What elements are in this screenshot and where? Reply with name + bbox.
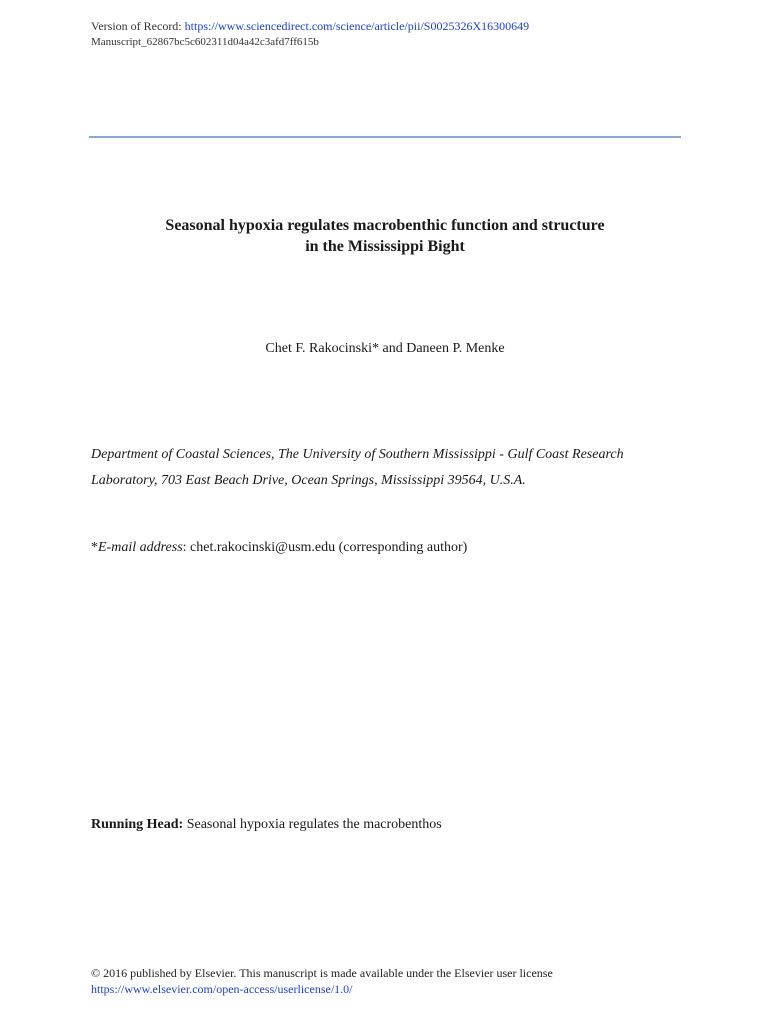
paper-title-line-1: Seasonal hypoxia regulates macrobenthic function and structure (165, 217, 605, 234)
affiliation-line-2: Laboratory, 703 East Beach Drive, Ocean Springs, Mississippi 39564, U.S.A. (91, 473, 526, 488)
email-prefix: * (91, 540, 98, 555)
manuscript-id: Manuscript_62867bc5c602311d04a42c3afd7ff615b (91, 36, 319, 48)
authors: Chet F. Rakocinski* and Daneen P. Menke (265, 341, 505, 356)
license-link[interactable]: https://www.elsevier.com/open-access/userlicense/1.0/ (91, 982, 353, 996)
corresponding-email (91, 539, 681, 557)
version-of-record-label: Version of Record: (91, 19, 185, 33)
header-divider (89, 136, 681, 138)
affiliation (91, 442, 681, 494)
affiliation-line-1: Department of Coastal Sciences, The University of Southern Mississippi - Gulf Coast Research (91, 447, 624, 462)
running-head-label: Running Head: (91, 817, 184, 832)
email-value: : chet.rakocinski@usm.edu (corresponding author) (182, 540, 468, 555)
running-head-value: Seasonal hypoxia regulates the macrobenthos (183, 817, 442, 832)
version-of-record-link[interactable]: https://www.sciencedirect.com/science/article/pii/S0025326X16300649 (184, 19, 530, 33)
license-text: © 2016 published by Elsevier. This manuscript is made available under the Elsevier user license (91, 966, 553, 980)
email-label: E-mail address (98, 540, 183, 555)
running-head (91, 816, 681, 834)
paper-title-line-2: in the Mississippi Bight (305, 238, 465, 255)
version-of-record (91, 18, 529, 34)
license-notice (91, 965, 711, 997)
paper-title (90, 215, 680, 257)
